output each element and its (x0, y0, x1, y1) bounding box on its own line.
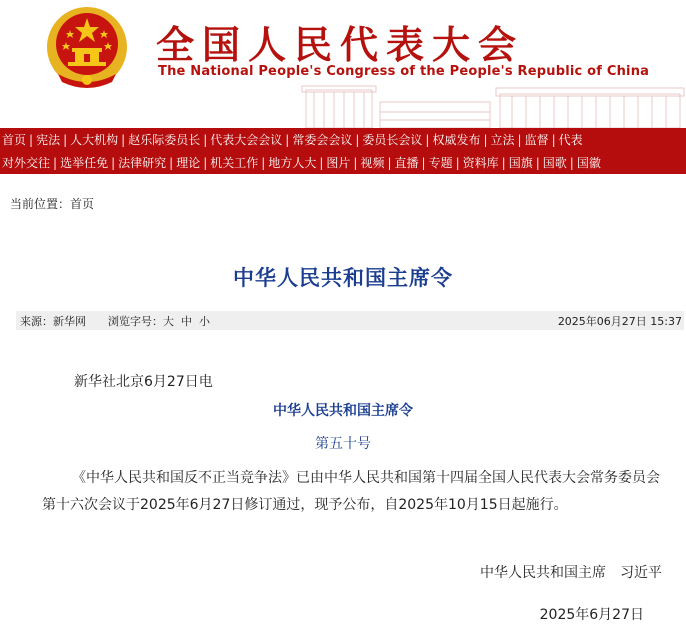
nav-item-row1-6[interactable]: 委员长会议 (362, 133, 423, 147)
nav-item-row1-3[interactable]: 赵乐际委员长 (128, 133, 201, 147)
national-emblem-icon[interactable] (44, 4, 130, 90)
page-title: 中华人民共和国主席令 (233, 266, 453, 290)
article-sign-date: 2025年6月27日 (539, 607, 644, 623)
nav-item-row1-4[interactable]: 代表大会会议 (210, 133, 283, 147)
nav-separator: | (535, 155, 540, 170)
source-value: 新华网 (53, 315, 86, 328)
nav-item-row2-2[interactable]: 法律研究 (118, 156, 167, 170)
breadcrumb-label: 当前位置： (10, 197, 71, 211)
font-size-small-button[interactable]: 小 (199, 315, 210, 328)
nav-item-row2-12[interactable]: 国歌 (542, 156, 567, 170)
nav-item-row2-8[interactable]: 直播 (394, 156, 419, 170)
nav-separator: | (425, 132, 430, 147)
nav-separator: | (29, 132, 34, 147)
nav-row-2 (0, 151, 686, 174)
article-meta-bar (16, 311, 684, 330)
nav-item-row2-7[interactable]: 视频 (360, 156, 385, 170)
nav-item-row1-7[interactable]: 权威发布 (432, 133, 481, 147)
publish-datetime: 2025年06月27日 15:37 (557, 315, 682, 328)
nav-item-row2-4[interactable]: 机关工作 (210, 156, 259, 170)
nav-row-1 (0, 128, 686, 151)
nav-item-row2-3[interactable]: 理论 (176, 156, 201, 170)
article-paragraph: 《中华人民共和国反不正当竞争法》已由中华人民共和国第十四届全国人民代表大会常务委员会第十六次会议于2025年6月27日修订通过，现予公布，自2025年10月15日起施行。 (42, 470, 660, 513)
font-size-medium-button[interactable]: 中 (181, 315, 192, 328)
nav-separator: | (387, 155, 392, 170)
nav-item-row1-5[interactable]: 常委会会议 (292, 133, 353, 147)
nav-separator: | (203, 155, 208, 170)
font-size-large-button[interactable]: 大 (163, 315, 174, 328)
nav-separator: | (551, 132, 556, 147)
nav-item-row1-1[interactable]: 宪法 (36, 133, 61, 147)
nav-item-row1-10[interactable]: 代表 (558, 133, 583, 147)
site-title: 全国人民代表大会 (156, 22, 525, 67)
nav-separator: | (483, 132, 488, 147)
nav-item-row2-0[interactable]: 对外交往 (2, 156, 51, 170)
order-number: 第五十号 (315, 436, 371, 452)
article-signer: 中华人民共和国主席 习近平 (480, 565, 662, 581)
breadcrumb-home-link[interactable]: 首页 (70, 197, 95, 211)
nav-item-row1-0[interactable]: 首页 (2, 133, 27, 147)
nav-separator: | (203, 132, 208, 147)
nav-item-row2-9[interactable]: 专题 (428, 156, 453, 170)
nav-separator: | (355, 132, 360, 147)
main-nav (0, 128, 686, 174)
order-title: 中华人民共和国主席令 (273, 403, 413, 419)
nav-item-row2-11[interactable]: 国旗 (508, 156, 533, 170)
nav-item-row2-5[interactable]: 地方人大 (268, 156, 317, 170)
nav-separator: | (169, 155, 174, 170)
nav-separator: | (63, 132, 68, 147)
breadcrumb (10, 195, 94, 212)
article-dateline: 新华社北京6月27日电 (74, 374, 213, 390)
font-size-label: 浏览字号： (108, 315, 163, 328)
nav-separator: | (455, 155, 460, 170)
nav-item-row1-8[interactable]: 立法 (490, 133, 515, 147)
nav-item-row2-6[interactable]: 图片 (326, 156, 351, 170)
nav-item-row1-2[interactable]: 人大机构 (70, 133, 119, 147)
nav-separator: | (353, 155, 358, 170)
nav-separator: | (319, 155, 324, 170)
nav-separator: | (121, 132, 126, 147)
nav-separator: | (53, 155, 58, 170)
nav-item-row1-9[interactable]: 监督 (524, 133, 549, 147)
nav-separator: | (285, 132, 290, 147)
site-subtitle: The National People's Congress of the People's Republic of China (158, 64, 650, 79)
site-header (0, 0, 686, 128)
nav-separator: | (261, 155, 266, 170)
great-hall-icon (300, 84, 686, 128)
nav-item-row2-13[interactable]: 国徽 (576, 156, 601, 170)
nav-separator: | (421, 155, 426, 170)
nav-separator: | (569, 155, 574, 170)
nav-item-row2-10[interactable]: 资料库 (462, 156, 499, 170)
nav-separator: | (517, 132, 522, 147)
nav-separator: | (111, 155, 116, 170)
source-label: 来源： (20, 315, 53, 328)
nav-separator: | (501, 155, 506, 170)
nav-item-row2-1[interactable]: 选举任免 (60, 156, 109, 170)
